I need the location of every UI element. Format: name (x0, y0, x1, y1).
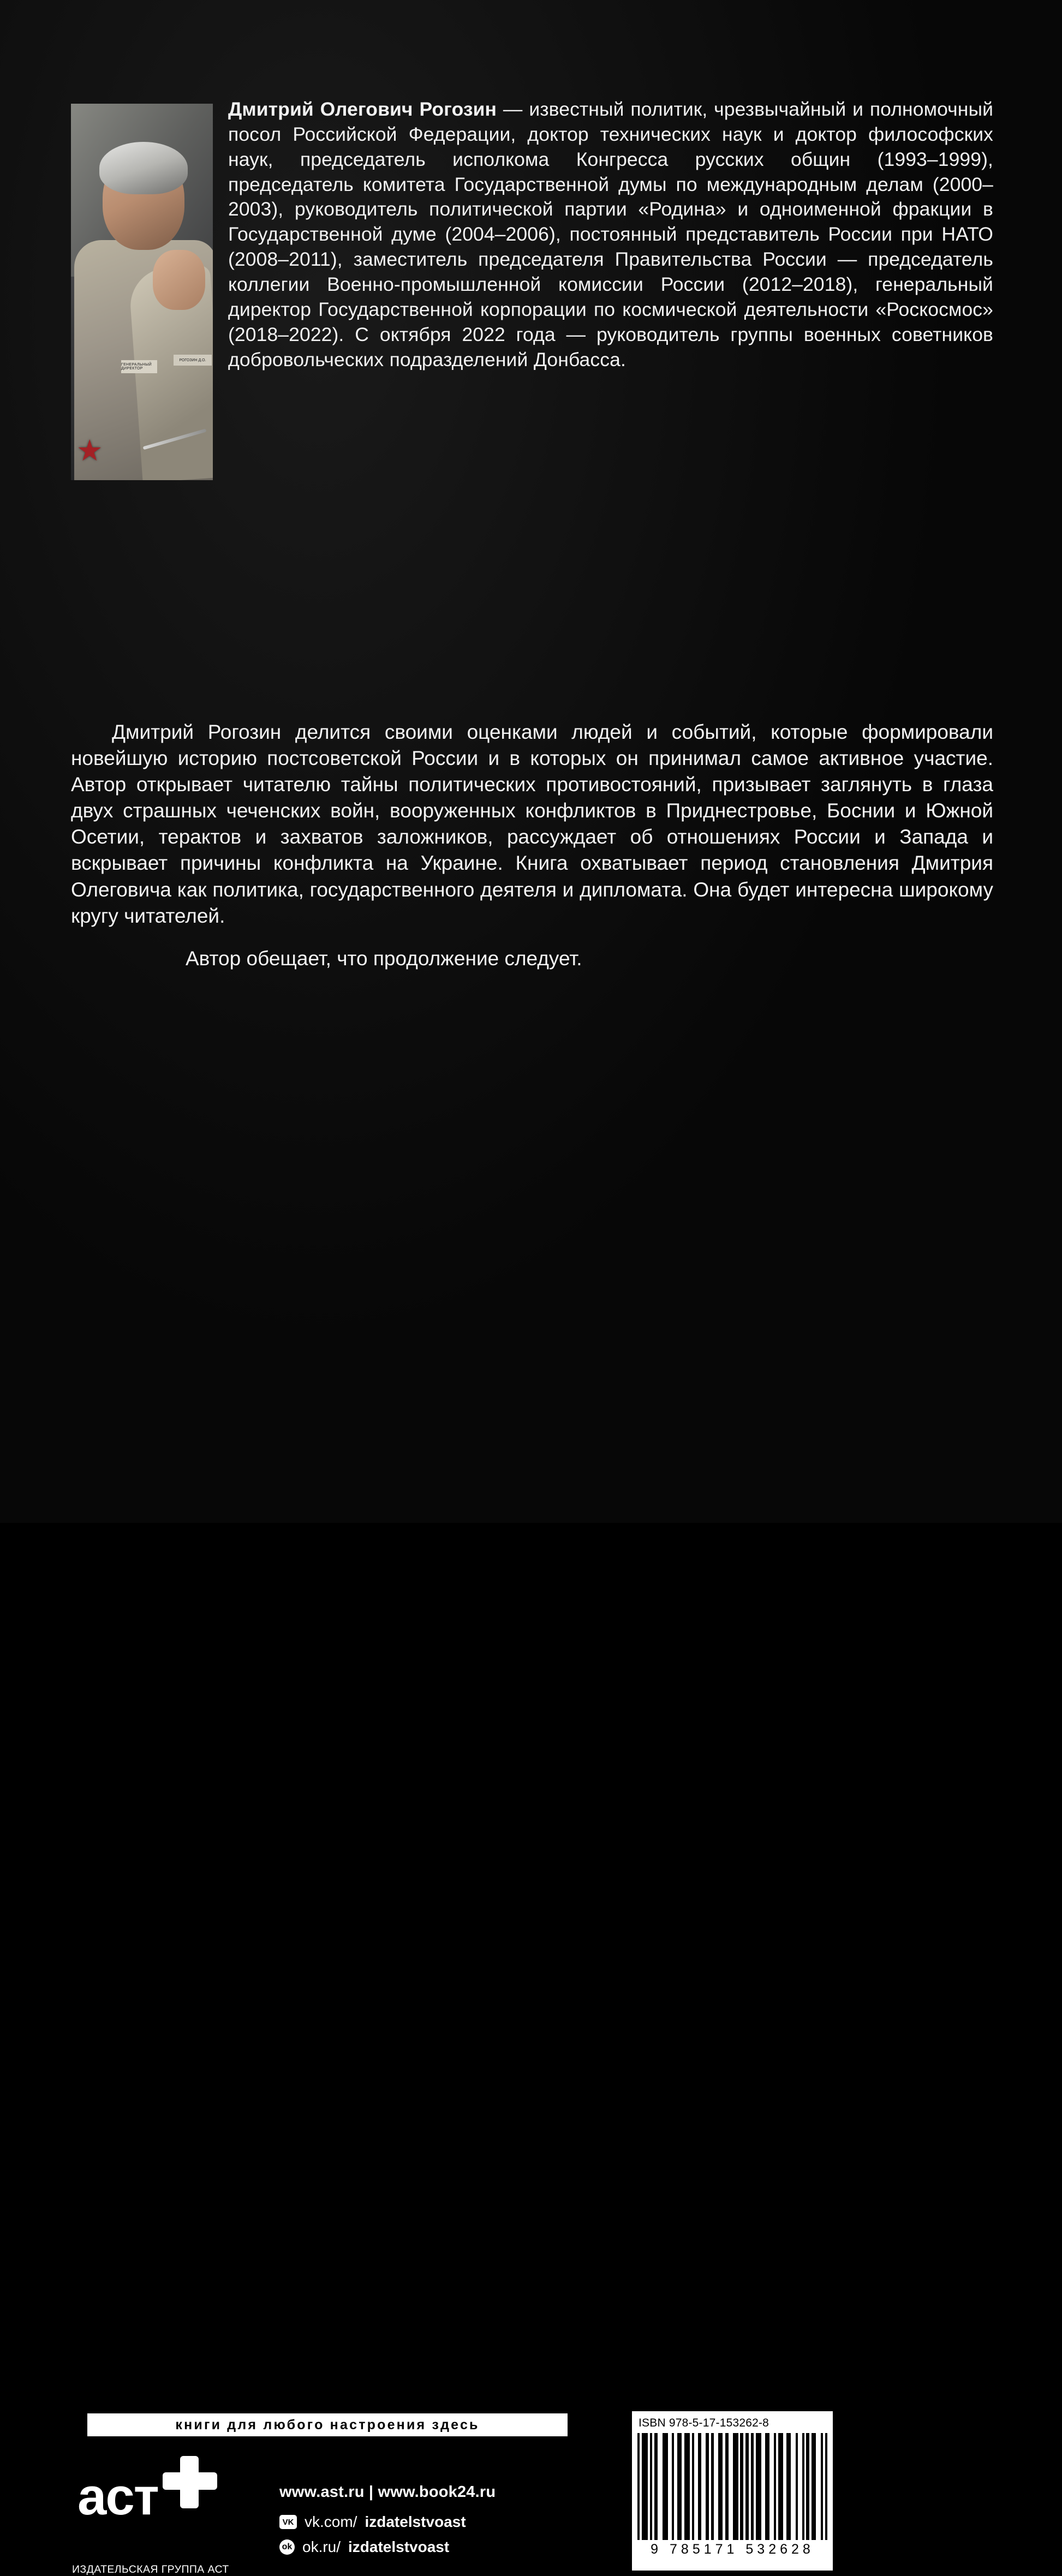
barcode-digits: 9 785171 532628 (651, 2542, 814, 2557)
author-portrait (71, 104, 213, 480)
author-bio-block (71, 97, 993, 485)
footer (0, 1185, 1062, 2575)
author-bio-body: — известный политик, чрезвычайный и полномочный посол Российской Федерации, доктор технических наук и доктор философских наук, председатель исполкома Конгресса русских общин (1993–1999), председатель комитета Государственной думы по международным делам (2000–2003), руководитель политической партии «Родина» и одноименной фракции в Государственной думе (2004–2006), постоянный представитель России при НАТО (2008–2011), заместитель председателя Правительства России — председатель коллегии Военно-промышленной комиссии России (2012–2018), генеральный директор Государственной корпорации по космической деятельности «Роскосмос» (2018–2022). С октября 2022 года — руководитель группы военных советников добровольческих подразделений Донбасса. (228, 98, 993, 370)
publisher-slogan: книги для любого настроения здесь (87, 2413, 568, 2436)
author-name: Дмитрий Олегович Рогозин (228, 98, 497, 120)
vk-prefix: vk.com/ (305, 2513, 357, 2530)
ast-cross-icon (180, 2456, 199, 2508)
book-annotation (71, 719, 993, 972)
ok-prefix: ok.ru/ (302, 2538, 341, 2555)
annotation-paragraph-1: Дмитрий Рогозин делится своими оценками людей и событий, которые формировали новейшую историю постсоветской России и в которых он принимал самое активное участие. Автор открывает читателю тайны политических противостояний, призывает заглянуть в глаза двух страшных чеченских войн, вооруженных конфликтов в Приднестровье, Боснии и Южной Осетии, терактов и захватов заложников, рассуждает об отношениях России и Запада и вскрывает причины конфликта на Украине. Книга охватывает период становления Дмитрия Олеговича как политика, государственного деятеля и дипломата. Она будет интересна широкому кругу читателей. (71, 721, 993, 927)
ok-link[interactable] (279, 2538, 496, 2556)
publisher-caption: ИЗДАТЕЛЬСКАЯ ГРУППА АСТ (72, 2563, 229, 2575)
ok-icon: ok (279, 2539, 295, 2555)
portrait-hair (99, 142, 188, 194)
vk-icon: VK (279, 2515, 297, 2529)
publisher-websites[interactable]: www.ast.ru | www.book24.ru (279, 2483, 496, 2501)
ast-logo (77, 2452, 241, 2555)
publisher-contacts (279, 2483, 496, 2563)
portrait-hand (153, 250, 205, 310)
vk-handle: izdatelstvoast (365, 2513, 466, 2530)
vk-link[interactable] (279, 2513, 496, 2531)
ok-handle: izdatelstvoast (348, 2538, 450, 2555)
ast-logo-text: аст (77, 2467, 158, 2526)
annotation-paragraph-2: Автор обещает, что продолжение следует. (186, 947, 582, 970)
barcode-bars (637, 2433, 827, 2540)
isbn-text: ISBN 978-5-17-153262-8 (639, 2417, 769, 2429)
portrait-badge-left: ГЕНЕРАЛЬНЫЙ ДИРЕКТОР (121, 360, 157, 373)
barcode-block (632, 2411, 833, 2571)
portrait-badge-right: РОГОЗИН Д.О. (174, 355, 212, 366)
